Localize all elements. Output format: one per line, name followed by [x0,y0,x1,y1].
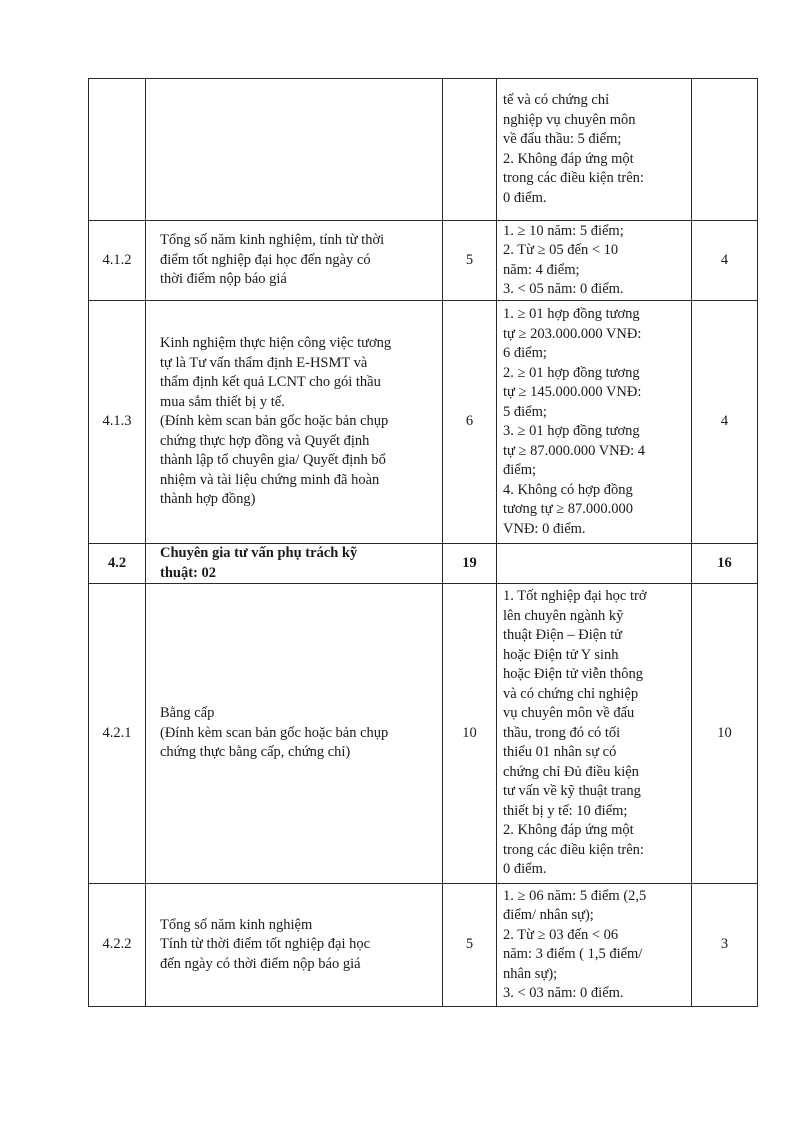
criteria-line: 3. < 05 năm: 0 điểm. [503,281,624,297]
criteria-line: 0 điểm. [503,189,547,206]
description-line: chứng thực bằng cấp, chứng chỉ) [160,744,351,761]
table-row [89,79,758,221]
max-points-cell: 6 [443,301,497,544]
criteria-line: 3. < 03 năm: 0 điểm. [503,985,624,1001]
max-points-cell [443,79,497,221]
criteria-line: 2. Từ ≥ 03 đến < 06 [503,926,619,943]
awarded-score-cell: 16 [692,544,758,584]
description-line: chứng thực hợp đồng và Quyết định [160,432,370,449]
criterion-description-cell [146,544,443,584]
description-line: thời điểm nộp báo giá [160,271,287,288]
table-row [89,301,758,544]
criterion-description-cell [146,301,443,544]
scoring-criteria-cell [497,79,692,221]
criteria-line: 1. Tốt nghiệp đại học trở [503,588,647,605]
criteria-line: trong các điều kiện trên: [503,841,644,858]
criteria-line: nghiệp vụ chuyên môn [503,111,636,128]
criteria-line: 0 điểm. [503,861,547,878]
criteria-line: tương tự ≥ 87.000.000 [503,501,634,517]
criteria-line: chứng chỉ Đủ điều kiện [503,763,639,780]
criteria-line: về đấu thầu: 5 điểm; [503,131,622,147]
criterion-description-cell [146,221,443,301]
criteria-line: điểm/ nhân sự); [503,907,594,923]
description-line: thành hợp đồng) [160,491,256,508]
description-line: mua sắm thiết bị y tế. [160,393,285,410]
criteria-line: năm: 4 điểm; [503,261,580,278]
awarded-score-cell [692,79,758,221]
scoring-criteria-cell [497,544,692,584]
criteria-line: và có chứng chỉ nghiệp [503,685,639,702]
section-number-cell: 4.2 [89,544,146,584]
description-line: nhiệm và tài liệu chứng minh đã hoàn [160,471,380,488]
description-line: Kinh nghiệm thực hiện công việc tương [160,335,392,352]
criteria-line: VNĐ: 0 điểm. [503,520,586,537]
description-line: thẩm định kết quả LCNT cho gói thầu [160,374,381,391]
description-line: tự là Tư vấn thẩm định E-HSMT và [160,354,368,371]
description-line: thành lập tổ chuyên gia/ Quyết định bổ [160,452,386,469]
awarded-score-cell: 3 [692,884,758,1007]
criteria-line: 2. Không đáp ứng một [503,822,634,839]
awarded-score-cell: 4 [692,221,758,301]
criteria-line: 1. ≥ 01 hợp đồng tương [503,306,640,322]
description-line: điểm tốt nghiệp đại học đến ngày có [160,251,371,268]
criteria-line: tự ≥ 87.000.000 VNĐ: 4 [503,442,646,459]
criteria-line: tư vấn về kỹ thuật trang [503,783,641,800]
section-number-cell: 4.2.1 [89,584,146,884]
criteria-line: trong các điều kiện trên: [503,170,644,186]
max-points-cell: 10 [443,584,497,884]
scoring-criteria-cell [497,221,692,301]
scoring-criteria-cell [497,584,692,884]
description-line: Bằng cấp [160,705,215,722]
description-line: đến ngày có thời điểm nộp báo giá [160,955,361,972]
criteria-line: hoặc Điện tử viễn thông [503,666,643,683]
max-points-cell: 5 [443,884,497,1007]
section-number-cell: 4.1.3 [89,301,146,544]
criteria-line: 1. ≥ 10 năm: 5 điểm; [503,222,624,239]
criteria-line: 6 điểm; [503,345,547,361]
awarded-score-cell: 10 [692,584,758,884]
criteria-line: tự ≥ 203.000.000 VNĐ: [503,325,642,342]
criteria-line: tự ≥ 145.000.000 VNĐ: [503,384,642,400]
criteria-line: thiết bị y tế: 10 điểm; [503,802,628,819]
table-row [89,544,758,584]
criteria-line: thiểu 01 nhân sự có [503,744,617,761]
description-line: Tổng số năm kinh nghiệm [160,916,313,933]
section-number-cell: 4.1.2 [89,221,146,301]
description-line: thuật: 02 [160,564,216,581]
max-points-cell: 19 [443,544,497,584]
max-points-cell: 5 [443,221,497,301]
criterion-description-cell [146,884,443,1007]
scoring-criteria-cell [497,884,692,1007]
criteria-line: 3. ≥ 01 hợp đồng tương [503,423,640,439]
section-number-cell [89,79,146,221]
criteria-line: vụ chuyên môn về đấu [503,705,635,722]
criteria-line: thầu, trong đó có tối [503,724,621,741]
section-number-cell: 4.2.2 [89,884,146,1007]
criteria-line: nhân sự); [503,965,558,982]
criteria-line: tế và có chứng chỉ [503,92,610,108]
description-line: (Đính kèm scan bản gốc hoặc bản chụp [160,724,389,741]
awarded-score-cell: 4 [692,301,758,544]
criteria-line: 4. Không có hợp đồng [503,481,633,498]
criteria-line: lên chuyên ngành kỹ [503,607,624,624]
table-row [89,221,758,301]
evaluation-table-body [89,79,758,1007]
criteria-line: điểm; [503,462,537,478]
criteria-line: 2. Không đáp ứng một [503,150,634,167]
description-line: Chuyên gia tư vấn phụ trách kỹ [160,545,358,561]
criteria-line: 2. ≥ 01 hợp đồng tương [503,364,640,381]
criterion-description-cell [146,79,443,221]
description-line: Tính từ thời điểm tốt nghiệp đại học [160,936,371,953]
criteria-line: thuật Điện – Điện tử [503,627,623,644]
table-row [89,884,758,1007]
criteria-line: năm: 3 điểm ( 1,5 điểm/ [503,946,643,962]
description-line: Tổng số năm kinh nghiệm, tính từ thời [160,232,385,249]
criteria-line: 1. ≥ 06 năm: 5 điểm (2,5 [503,887,647,904]
criteria-line: 2. Từ ≥ 05 đến < 10 [503,242,619,258]
scoring-criteria-cell [497,301,692,544]
table-row [89,584,758,884]
criterion-description-cell [146,584,443,884]
criteria-line: 5 điểm; [503,403,547,420]
criteria-line: hoặc Điện tử Y sinh [503,646,619,663]
description-line: (Đính kèm scan bản gốc hoặc bản chụp [160,413,389,430]
evaluation-table [88,78,758,1007]
